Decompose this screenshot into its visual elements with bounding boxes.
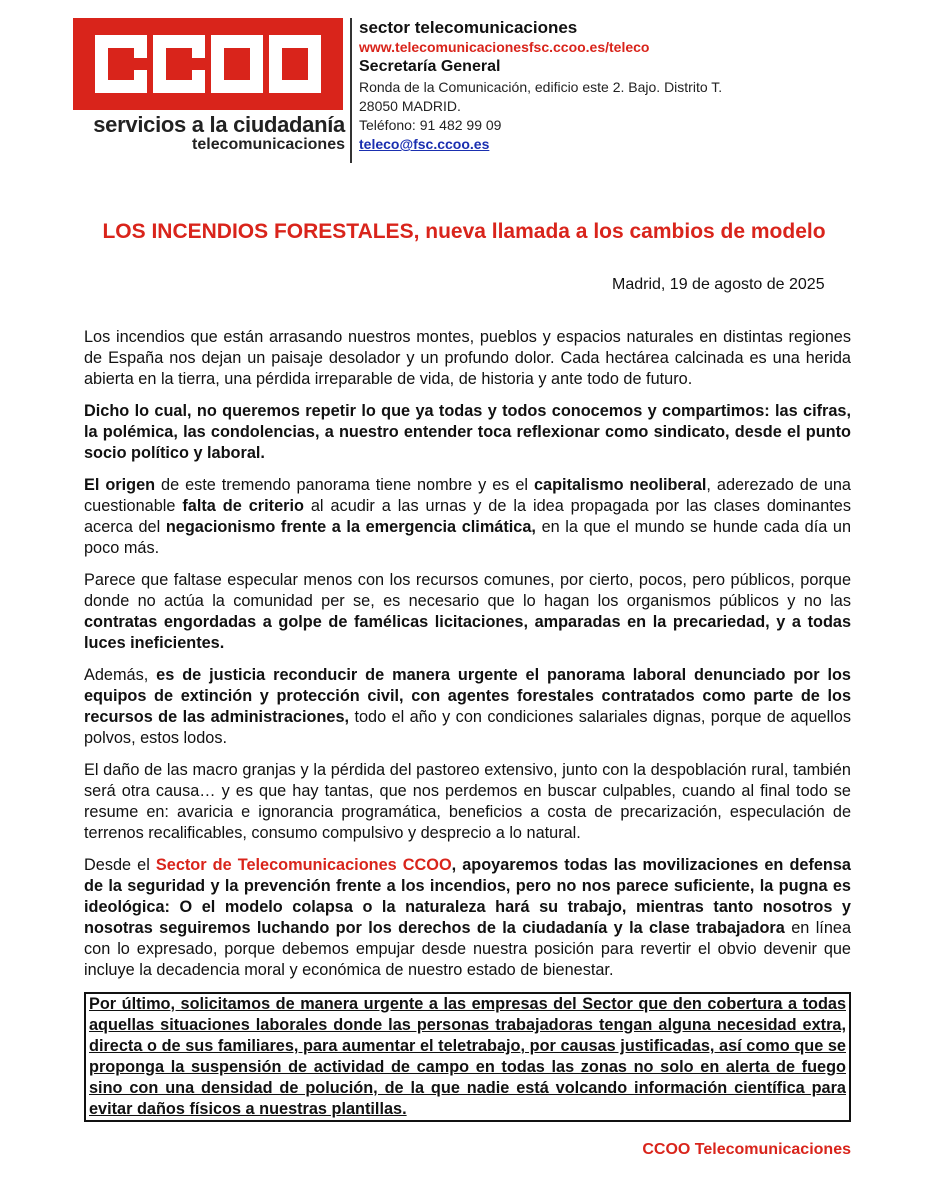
document-title: LOS INCENDIOS FORESTALES, nueva llamada a los cambios de modelo (102, 220, 826, 243)
address-line-2: 28050 MADRID. (359, 98, 461, 114)
document-date: Madrid, 19 de agosto de 2025 (612, 276, 825, 293)
paragraph-8: Por último, solicitamos de manera urgente a las empresas del Sector que den cobertura a todas aquellas situaciones laborales donde las personas trabajadoras tengan alguna necesidad extra, directa o de sus familiares, para aumentar el teletrabajo, por causas justificadas, así como que se proponga la suspensión de actividad de campo en todas las zonas no solo en alerta de fuego sino con una densidad de polución, de la que nadie está volcando información científica para evitar daños físicos a nuestras plantillas. (89, 995, 846, 1118)
email-link[interactable]: teleco@fsc.ccoo.es (359, 136, 490, 152)
paragraph-3: El origen de este tremendo panorama tiene nombre y es el capitalismo neoliberal, aderezado de una cuestionable falta de criterio al acudir a las urnas y de la idea propagada por las clases dominantes acerca del negacionismo frente a la emergencia climática, en la que el mundo se hunde cada día un poco más. (84, 476, 851, 557)
logo-letter-c1 (95, 35, 147, 93)
paragraph-6: El daño de las macro granjas y la pérdida del pastoreo extensivo, junto con la despoblación rural, también será otra causa… y es que hay tantas, que nos perdemos en buscar culpables, cuando al final todo se resume en: avaricia e ignorancia programática, beneficios a costa de precarización, especulación de terrenos recalificables, consumo compulsivo y desprecio a lo natural. (84, 761, 851, 842)
paragraph-5: Además, es de justicia reconducir de manera urgente el panorama laboral denunciado por los equipos de extinción y protección civil, con agentes forestales contratados como parte de los recursos de las administraciones, todo el año y con condiciones salariales dignas, porque de aquellos polvos, estos lodos. (84, 666, 851, 747)
highlight-box (84, 992, 851, 1122)
paragraph-1: Los incendios que están arrasando nuestros montes, pueblos y espacios naturales en distintas regiones de España nos dejan un paisaje desolador y un profundo dolor. Cada hectárea calcinada es una herida abierta en la tierra, una pérdida irreparable de vida, de historia y ante todo de futuro. (84, 328, 851, 388)
paragraph-2: Dicho lo cual, no queremos repetir lo que ya todas y todos conocemos y compartimos: las cifras, la polémica, las condolencias, a nuestro entender toca reflexionar como sindicato, desde el punto socio político y laboral. (84, 402, 851, 462)
secretaria-label: Secretaría General (359, 58, 501, 75)
signature: CCOO Telecomunicaciones (642, 1141, 851, 1158)
phone: Teléfono: 91 482 99 09 (359, 117, 502, 133)
paragraph-7: Desde el Sector de Telecomunicaciones CCOO, apoyaremos todas las movilizaciones en defensa de la seguridad y la prevención frente a los incendios, pero no nos parece suficiente, la pugna es ideológica: O el modelo colapsa o la naturaleza hará su trabajo, mientras tanto nosotros y nosotras seguiremos luchando por los derechos de la ciudadanía y la clase trabajadora en línea con lo expresado, porque debemos empujar desde nuestra posición para revertir el obvio devenir que incluye la decadencia moral y económica de nuestro estado de bienestar. (84, 856, 851, 979)
sector-name: sector telecomunicaciones (359, 18, 578, 37)
website-link[interactable]: www.telecomunicacionesfsc.ccoo.es/teleco (359, 39, 650, 55)
document-body (84, 327, 851, 1122)
logo-subtitle-sector: telecomunicaciones (192, 136, 345, 153)
logo-letter-o2 (269, 35, 321, 93)
logo-letter-c2 (153, 35, 205, 93)
paragraph-4: Parece que faltase especular menos con los recursos comunes, por cierto, pocos, pero públicos, porque donde no actúa la comunidad per se, es necesario que lo hagan los organismos públicos y no las contratas engordadas a golpe de famélicas licitaciones, amparadas en la precariedad, y a todas luces ineficientes. (84, 571, 851, 652)
logo-letter-o1 (211, 35, 263, 93)
letterhead (359, 18, 722, 154)
ccoo-logo (73, 18, 343, 110)
logo-subtitle: servicios a la ciudadanía (93, 112, 345, 137)
address-line-1: Ronda de la Comunicación, edificio este 2. Bajo. Distrito T. (359, 79, 723, 95)
header-divider (350, 18, 352, 163)
